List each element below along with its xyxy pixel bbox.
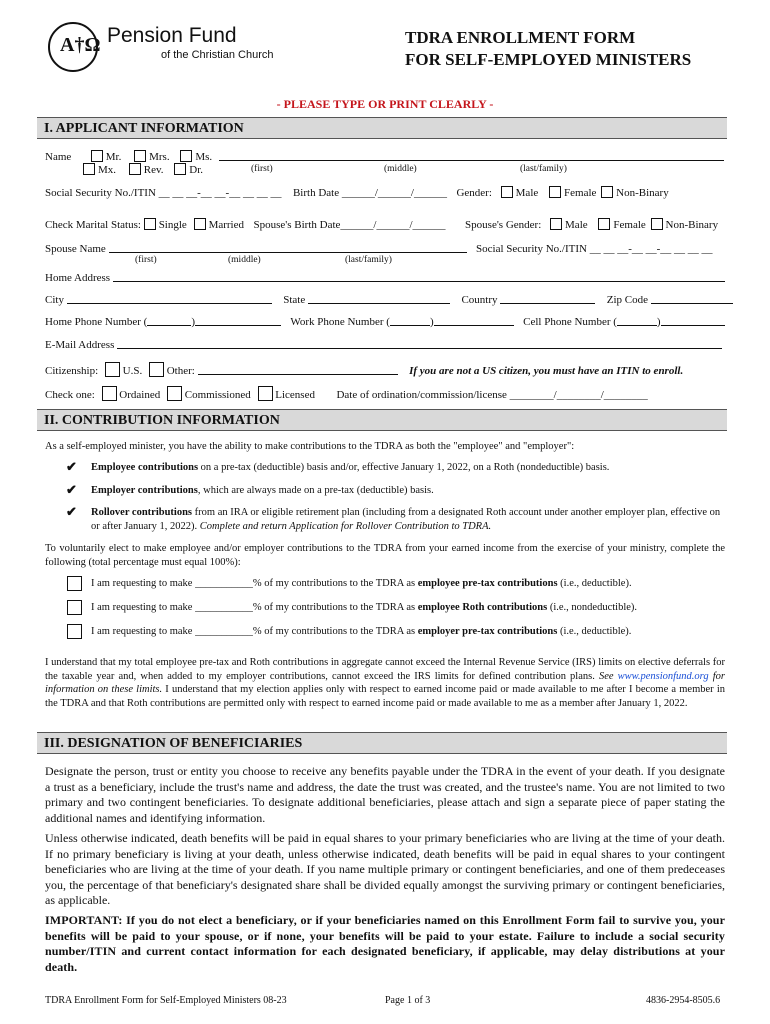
logo-glyph: A†Ω (60, 34, 101, 56)
elect-employee-pretax-note: (i.e., deductible). (557, 578, 632, 589)
gender-male-label: Male (515, 187, 539, 199)
form-title (405, 27, 691, 71)
name-label: Name (45, 151, 72, 163)
cell-phone-area-line[interactable] (617, 315, 657, 326)
country-input-line[interactable] (500, 293, 595, 304)
beneficiary-para2: Unless otherwise indicated, death benefits will be paid in equal shares to your primary beneficiaries who are living at the time of your death. If no primary beneficiary is living at your death, unless otherwise indicated, death benefits will be paid in equal shares to your contingent beneficiaries who are living at the time of your death. If you name multiple primary or contingent beneficiaries, and one of them predeceases you, the percentage of that beneficiary's designated share shall be divided equally amongst the surviving primary or contingent beneficiaries, as applicable. (45, 831, 725, 907)
check-icon: ✔ (66, 504, 77, 519)
spouse-last-caption: (last/family) (345, 255, 392, 265)
spouse-gender-nonbinary-checkbox[interactable] (651, 218, 663, 230)
bullet-employee (91, 461, 726, 475)
work-phone-paren: ) (429, 316, 434, 328)
cell-phone-paren: ) (656, 316, 661, 328)
spouse-middle-caption: (middle) (228, 255, 261, 265)
brand-subtitle: of the Christian Church (161, 49, 274, 61)
footer-doc-number: 4836-2954-8505.6 (646, 995, 721, 1006)
title-dr-checkbox[interactable] (174, 163, 186, 175)
contribution-intro: As a self-employed minister, you have the ability to make contributions to the TDRA as both the "employee" and "employer": (45, 441, 575, 452)
spouse-gender-female-label: Female (613, 219, 646, 231)
citizenship-us-label: U.S. (122, 365, 143, 377)
ordained-label: Ordained (119, 389, 161, 401)
licensed-label: Licensed (275, 389, 315, 401)
elect-employee-roth (91, 602, 637, 613)
title-mx-label: Mx. (98, 164, 117, 176)
cell-phone-label: Cell Phone Number ( (523, 316, 617, 328)
name-row-1 (45, 150, 724, 163)
pensionfund-link[interactable]: www.pensionfund.org (617, 670, 709, 682)
understand-info: for information on these limits. (45, 670, 725, 695)
check-icon: ✔ (66, 459, 77, 474)
home-address-input-line[interactable] (113, 271, 725, 282)
brand-name: Pension Fund (107, 24, 237, 47)
ordination-row (45, 386, 648, 401)
middle-name-caption: (middle) (384, 164, 417, 174)
home-phone-input-line[interactable] (195, 315, 281, 326)
ssn-row (45, 186, 669, 199)
bullet-employee-text: on a pre-tax (deductible) basis and/or, effective January 1, 2022, on a Roth (nondeductible) basis. (198, 462, 610, 473)
citizenship-row (45, 362, 683, 377)
bullet-rollover-note: Complete and return Application for Rollover Contribution to TDRA. (199, 520, 492, 532)
city-label: City (45, 294, 64, 306)
elect-employee-roth-note: (i.e., nondeductible). (547, 602, 638, 613)
elect-employee-pretax-checkbox[interactable] (67, 576, 82, 591)
itin-note: If you are not a US citizen, you must have an ITIN to enroll. (409, 365, 684, 377)
home-address-label: Home Address (45, 272, 111, 284)
birth-date-field[interactable]: Birth Date ______/______/______ (292, 187, 447, 199)
spouse-gender-female-checkbox[interactable] (598, 218, 610, 230)
city-input-line[interactable] (67, 293, 272, 304)
section-beneficiaries-heading: III. DESIGNATION OF BENEFICIARIES (37, 732, 727, 754)
spouse-birth-date-field[interactable]: Spouse's Birth Date______/______/______ (253, 219, 446, 231)
citizenship-label: Citizenship: (45, 365, 99, 377)
home-phone-area-line[interactable] (147, 315, 191, 326)
country-label: Country (461, 294, 498, 306)
city-row (45, 293, 733, 306)
name-input-line[interactable] (219, 150, 724, 161)
citizenship-other-label: Other: (166, 365, 195, 377)
spouse-gender-male-checkbox[interactable] (550, 218, 562, 230)
citizenship-us-checkbox[interactable] (105, 362, 120, 377)
ssn-field[interactable]: Social Security No./ITIN __ __ __-__ __-__ __ __ __ (45, 187, 282, 199)
form-title-line2: FOR SELF-EMPLOYED MINISTERS (405, 50, 692, 69)
check-one-label: Check one: (45, 389, 95, 401)
home-address-row (45, 271, 725, 284)
title-rev-label: Rev. (143, 164, 164, 176)
bullet-rollover-text: from an IRA or eligible retirement plan (including from a designated Roth account under another employer plan, effective on or after January 1, 2022). (91, 507, 721, 532)
elect-employee-pretax-title: employee pre-tax contributions (417, 578, 558, 589)
email-row (45, 338, 722, 351)
gender-female-label: Female (564, 187, 597, 199)
elect-prefix: I am requesting to make ___________% of my contributions to the TDRA as (91, 602, 418, 613)
elect-employee-pretax (91, 578, 632, 589)
title-ms-label: Ms. (195, 151, 213, 163)
gender-nonbinary-checkbox[interactable] (601, 186, 613, 198)
title-mx-checkbox[interactable] (83, 163, 95, 175)
licensed-checkbox[interactable] (258, 386, 273, 401)
citizenship-other-input-line[interactable] (198, 364, 398, 375)
marital-married-label: Married (208, 219, 244, 231)
elect-prefix: I am requesting to make ___________% of my contributions to the TDRA as (91, 626, 418, 637)
citizenship-other-checkbox[interactable] (149, 362, 164, 377)
work-phone-label: Work Phone Number ( (290, 316, 390, 328)
marital-label: Check Marital Status: (45, 219, 141, 231)
email-input-line[interactable] (117, 338, 722, 349)
spouse-ssn-field[interactable]: Social Security No./ITIN __ __ __-__ __-__ __ __ __ (476, 243, 713, 255)
gender-label: Gender: (456, 187, 492, 199)
marital-row (45, 218, 718, 231)
bullet-employee-title: Employee contributions (91, 462, 199, 473)
marital-single-checkbox[interactable] (144, 218, 156, 230)
last-name-caption: (last/family) (520, 164, 567, 174)
bullet-employer-text: , which are always made on a pre-tax (deductible) basis. (197, 485, 434, 496)
title-rev-checkbox[interactable] (129, 163, 141, 175)
marital-married-checkbox[interactable] (194, 218, 206, 230)
bullet-rollover (91, 506, 726, 533)
elect-employer-pretax (91, 626, 631, 637)
ordained-checkbox[interactable] (102, 386, 117, 401)
footer-page-number: Page 1 of 3 (385, 995, 431, 1006)
form-title-line1: TDRA ENROLLMENT FORM (405, 28, 636, 47)
email-label: E-Mail Address (45, 339, 115, 351)
beneficiary-para1: Designate the person, trust or entity you choose to receive any benefits payable under the TDRA in the event of your death. If you designate a trust as a beneficiary, include the trust's name and address, the date the trust was created, and the trustee's name. You are not limited to two primary and two contingent beneficiaries. To designate additional beneficiaries, please attach and sign a separate piece of paper stating the additional names and identifying information. (45, 764, 725, 825)
spouse-first-caption: (first) (135, 255, 157, 265)
zip-input-line[interactable] (651, 293, 733, 304)
bullet-employer (91, 484, 726, 498)
state-input-line[interactable] (308, 293, 450, 304)
first-name-caption: (first) (251, 164, 273, 174)
state-label: State (283, 294, 306, 306)
voluntary-text: To voluntarily elect to make employee and/or employer contributions to the TDRA from your earned income from the exercise of your ministry, complete the following (total percentage must equal 100%): (45, 543, 725, 568)
commissioned-checkbox[interactable] (167, 386, 182, 401)
bullet-rollover-title: Rollover contributions (91, 507, 193, 518)
spouse-gender-label: Spouse's Gender: (465, 219, 542, 231)
understand-text (45, 656, 725, 710)
important-notice: IMPORTANT: If you do not elect a beneficiary, or if your beneficiaries named on this Enrollment Form fail to survive you, your benefits will be paid to your spouse, or if none, your benefits will be paid to your estate. Failure to include a social security number/ITIN and current contact information for each designated beneficiary, if applicable, may delay distributions at your death. (45, 913, 725, 974)
bullet-employer-title: Employer contributions (91, 485, 198, 496)
title-mr-checkbox[interactable] (91, 150, 103, 162)
work-phone-input-line[interactable] (434, 315, 514, 326)
spouse-name-label: Spouse Name (45, 243, 106, 255)
spouse-name-input-line[interactable] (109, 242, 467, 253)
name-row-2 (77, 163, 203, 176)
title-mrs-checkbox[interactable] (134, 150, 146, 162)
section-applicant-heading: I. APPLICANT INFORMATION (37, 117, 727, 139)
understand-see: See (598, 670, 618, 682)
gender-male-checkbox[interactable] (501, 186, 513, 198)
spouse-gender-nonbinary-label: Non-Binary (665, 219, 719, 231)
marital-single-label: Single (158, 219, 187, 231)
title-mr-label: Mr. (105, 151, 122, 163)
footer-form-id: TDRA Enrollment Form for Self-Employed Ministers 08-23 (45, 995, 287, 1006)
spouse-gender-male-label: Male (565, 219, 588, 231)
understand-part1: I understand that my total employee pre-tax and Roth contributions in aggregate cannot exceed the Internal Revenue Service (IRS) limits on elective deferrals for the taxable year and, when added to my employer contributions, cannot exceed the IRS limits for defined contribution plans. (45, 657, 725, 682)
elect-employer-pretax-title: employer pre-tax contributions (417, 626, 558, 637)
phone-row (45, 315, 725, 328)
section-contribution-heading: II. CONTRIBUTION INFORMATION (37, 409, 727, 431)
home-phone-label: Home Phone Number ( (45, 316, 148, 328)
zip-label: Zip Code (606, 294, 649, 306)
elect-employee-roth-title: employee Roth contributions (417, 602, 548, 613)
ordination-date-field[interactable]: Date of ordination/commission/license ________/________/________ (336, 389, 648, 401)
gender-nonbinary-label: Non-Binary (616, 187, 669, 199)
gender-female-checkbox[interactable] (549, 186, 561, 198)
elect-employee-roth-checkbox[interactable] (67, 600, 82, 615)
cell-phone-input-line[interactable] (661, 315, 725, 326)
commissioned-label: Commissioned (184, 389, 251, 401)
print-notice: - PLEASE TYPE OR PRINT CLEARLY - (276, 97, 494, 111)
elect-prefix: I am requesting to make ___________% of my contributions to the TDRA as (91, 578, 418, 589)
title-mrs-label: Mrs. (149, 151, 170, 163)
work-phone-area-line[interactable] (390, 315, 430, 326)
home-phone-paren: ) (191, 316, 196, 328)
elect-employer-pretax-note: (i.e., deductible). (557, 626, 632, 637)
understand-part2: I understand that my election applies only with respect to earned income paid or made available to me after I become a member in the TDRA and that Roth contributions are permitted only with respect to earned income paid or made available to me as a member after January 1, 2022. (45, 684, 725, 709)
spouse-name-row (45, 242, 713, 255)
elect-employer-pretax-checkbox[interactable] (67, 624, 82, 639)
title-dr-label: Dr. (189, 164, 204, 176)
title-ms-checkbox[interactable] (180, 150, 192, 162)
check-icon: ✔ (66, 482, 77, 497)
